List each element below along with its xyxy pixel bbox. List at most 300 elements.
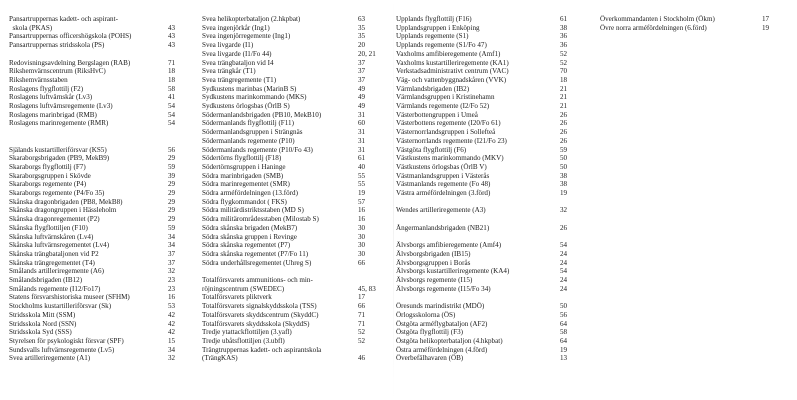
index-entry-page: 63 <box>358 15 366 23</box>
index-entry-title: Verkstadsadministrativt centrum (VAC) <box>396 67 509 76</box>
index-entry-title: Väg- och vattenbyggnadskåren (VVK) <box>396 75 507 84</box>
index-entry-title: Roslagens marinbrigad (RMB) <box>9 110 97 119</box>
index-entry-page: 29 <box>168 197 176 206</box>
index-entry <box>396 32 588 41</box>
index-entry-page: 55 <box>358 171 366 180</box>
index-entry <box>396 41 588 50</box>
index-entry-title: Upplands regemente (S1/Fo 47) <box>396 41 487 50</box>
index-entry-title: Upplandsgruppen i Enköping <box>396 23 480 32</box>
index-entry-page: 37 <box>358 58 366 67</box>
index-entry-page: 37 <box>168 249 176 258</box>
index-entry <box>9 302 196 311</box>
index-entry-title: Statens försvarshistoriska museer (SFHM) <box>9 293 130 302</box>
index-entry-title: Södra underhållsregementet (Uhreg S) <box>202 258 312 267</box>
index-entry-title: Västernorrlandsgruppen i Sollefteå <box>396 128 496 137</box>
book-gutter <box>393 0 394 400</box>
index-entry-page: 18 <box>560 75 568 84</box>
index-entry <box>9 67 196 76</box>
index-entry <box>202 180 386 189</box>
index-entry <box>202 102 386 111</box>
index-entry <box>202 354 386 363</box>
index-entry <box>396 328 588 337</box>
index-entry-page: 20, 21 <box>358 49 376 58</box>
index-entry-page: 13 <box>560 354 568 363</box>
index-entry-title: (TrängKAS) <box>202 354 238 363</box>
index-entry-page: 39 <box>168 171 176 180</box>
index-entry-page: 52 <box>358 337 366 345</box>
index-entry <box>9 328 196 337</box>
index-entry <box>202 224 386 233</box>
index-entry-title: Södermanlands flygflottilj (F11) <box>202 119 294 128</box>
index-column-2 <box>202 15 386 363</box>
index-entry <box>202 250 386 259</box>
index-entry-title: Svea trängbataljon vid I4 <box>202 58 274 67</box>
index-entry-title: Sydkustens marinkommando (MKS) <box>202 93 307 102</box>
index-entry <box>396 276 588 285</box>
index-entry-page <box>168 15 196 24</box>
index-entry-page: 53 <box>168 302 176 311</box>
index-entry-page: 49 <box>358 93 366 102</box>
index-entry-page: 29 <box>168 215 176 224</box>
index-entry-page: 54 <box>168 102 176 111</box>
index-entry <box>9 311 196 320</box>
index-entry <box>202 119 386 128</box>
index-entry-page: 32 <box>168 354 176 363</box>
index-entry-title: skola (PKAS) <box>9 23 53 32</box>
index-entry-page: 16 <box>358 215 366 224</box>
index-entry-page: 21 <box>560 93 568 102</box>
index-entry-page: 52 <box>560 49 568 58</box>
index-entry <box>396 189 588 198</box>
index-entry-title: röjningscentrum (SWEDEC) <box>202 284 285 293</box>
index-entry-title: Västkustens örlogsbas (ÖrlB V) <box>396 162 487 171</box>
index-spacer <box>9 50 196 59</box>
index-entry-title: Östgöta helikopterbataljon (4.hkpbat) <box>396 336 503 345</box>
index-entry <box>9 224 196 233</box>
index-entry-title: Svea helikopterbataljon (2.hkpbat) <box>202 15 301 23</box>
index-entry-page: 37 <box>358 67 366 76</box>
index-entry-page: 19 <box>560 189 568 198</box>
index-entry-title: Västkustens marinkommando (MKV) <box>396 154 504 163</box>
index-entry <box>396 172 588 181</box>
index-entry <box>9 24 196 33</box>
index-entry <box>396 93 588 102</box>
index-entry <box>9 233 196 242</box>
index-entry-title: Stockholms kustartilleriförsvar (Sk) <box>9 302 112 311</box>
index-entry <box>396 154 588 163</box>
index-entry <box>396 76 588 85</box>
index-entry <box>396 24 588 33</box>
index-entry <box>202 302 386 311</box>
index-entry-title: Södra militärdistriktsstaben (MD S) <box>202 206 304 215</box>
index-entry-page: 30 <box>358 241 366 250</box>
index-entry <box>396 180 588 189</box>
index-entry-title: Totalförsvarets skyddsskola (SkyddS) <box>202 319 310 328</box>
index-entry-page: 24 <box>560 249 568 258</box>
index-entry-page: 71 <box>358 310 366 319</box>
index-entry-title: Själands kustartilleriförsvar (KS5) <box>9 145 107 154</box>
index-entry-title: Pansartruppernas stridsskola (PS) <box>9 41 105 50</box>
index-entry-title: Stridsskola Mitt (SSM) <box>9 310 76 319</box>
index-entry <box>9 267 196 276</box>
index-entry-title: Svea trängkår (T1) <box>202 67 256 76</box>
index-entry-title: Södra skånska gruppen i Revinge <box>202 232 297 241</box>
index-entry-page: 29 <box>168 206 176 215</box>
index-entry <box>9 154 196 163</box>
index-entry <box>9 198 196 207</box>
index-entry-title: Västmanlandsgruppen i Västerås <box>396 171 490 180</box>
index-entry-page: 59 <box>168 223 176 232</box>
index-entry-title: Södertörnsgruppen i Haninge <box>202 162 286 171</box>
index-entry <box>202 163 386 172</box>
index-entry-title: Sydkustens örlogsbas (ÖrlB S) <box>202 102 290 111</box>
index-entry <box>202 285 386 294</box>
index-spacer <box>202 267 386 276</box>
index-entry-title: Stridsskola Syd (SSS) <box>9 328 72 337</box>
index-entry-page: 26 <box>560 223 568 232</box>
index-entry-title: Skaraborgsbrigaden (PB9, MekB9) <box>9 154 110 163</box>
index-entry <box>202 189 386 198</box>
index-entry <box>202 328 386 337</box>
index-entry <box>9 259 196 268</box>
index-entry-title: Västerbottens regemente (I20/Fo 61) <box>396 119 501 128</box>
index-entry-title: Pansartruppernas kadett- och aspirant- <box>9 15 118 23</box>
index-entry-page: 18 <box>168 75 176 84</box>
index-entry <box>396 285 588 294</box>
index-entry-title: Svea livgarde (I1) <box>202 41 254 50</box>
index-entry-title: Pansartruppernas officershögskola (POHS) <box>9 32 132 41</box>
index-entry-page: 54 <box>560 241 568 250</box>
index-entry <box>396 250 588 259</box>
index-entry-page: 59 <box>168 162 176 171</box>
index-entry-page: 58 <box>560 328 568 337</box>
index-spacer <box>396 198 588 207</box>
index-entry-page: 26 <box>560 128 568 137</box>
index-entry-title: Älvsborgs regemente (I15) <box>396 276 473 285</box>
index-entry-page: 52 <box>358 328 366 337</box>
index-entry-page: 42 <box>168 319 176 328</box>
index-entry <box>396 259 588 268</box>
index-entry-page: 17 <box>762 15 770 23</box>
index-entry-title: Svea ingenjörregemente (Ing1) <box>202 32 291 41</box>
index-entry-title: Värmlandsgruppen i Kristinehamn <box>396 93 495 102</box>
index-entry-page: 31 <box>358 110 366 119</box>
index-entry-page: 23 <box>168 284 176 293</box>
index-entry-page: 52 <box>560 58 568 67</box>
index-entry <box>202 67 386 76</box>
index-entry-page: 30 <box>358 249 366 258</box>
index-entry-page: 19 <box>560 345 568 354</box>
index-entry <box>9 285 196 294</box>
index-entry <box>396 224 588 233</box>
index-entry <box>202 233 386 242</box>
index-entry-title: Älvsborgs kustartilleriregemente (KA4) <box>396 267 510 276</box>
index-entry-page: 19 <box>762 23 770 32</box>
index-entry-page: 30 <box>358 223 366 232</box>
index-entry-page: 54 <box>168 110 176 119</box>
index-entry-page: 38 <box>560 180 568 189</box>
index-spacer <box>396 233 588 242</box>
index-entry-page: 43 <box>168 32 176 41</box>
index-entry-page: 20 <box>358 41 366 50</box>
index-entry <box>396 311 588 320</box>
index-entry-title: Skaraborgsgruppen i Skövde <box>9 171 91 180</box>
index-entry <box>202 311 386 320</box>
index-entry-title: Totalförsvarets pliktverk <box>202 293 272 302</box>
index-entry <box>202 15 386 24</box>
index-entry <box>202 259 386 268</box>
index-entry-title: Skånska flygflottiljen (F10) <box>9 223 88 232</box>
index-entry-page: 70 <box>560 67 568 76</box>
index-entry-title: Styrelsen för psykologiskt försvar (SPF) <box>9 336 124 345</box>
index-entry-title: Skånska luftvärnskåren (Lv4) <box>9 232 94 241</box>
index-entry-page: 19 <box>358 189 366 198</box>
index-entry-title: Skånska trängbataljonen vid P2 <box>9 249 99 258</box>
index-entry-page: 24 <box>560 258 568 267</box>
index-entry-title: Svea livgarde (I1/Fo 44) <box>202 49 272 58</box>
index-entry-title: Skaraborgs flygflottilj (F7) <box>9 162 86 171</box>
index-entry <box>9 32 196 41</box>
index-entry-page: 66 <box>358 258 366 267</box>
index-entry-page: 21 <box>560 84 568 93</box>
index-entry <box>396 102 588 111</box>
index-entry-title: Totalförsvarets skyddscentrum (SkyddC) <box>202 310 319 319</box>
index-entry-title: Södra skånska regementet (P7/Fo 11) <box>202 249 309 258</box>
index-entry-page: 34 <box>168 241 176 250</box>
index-entry-page: 38 <box>560 171 568 180</box>
index-entry-title: Smålands artilleriregemente (A6) <box>9 267 104 276</box>
index-entry-title: Redovisningsavdelning Bergslagen (RAB) <box>9 58 131 67</box>
index-entry <box>396 302 588 311</box>
index-column-4 <box>600 15 790 32</box>
index-entry <box>202 346 386 355</box>
index-entry <box>396 67 588 76</box>
index-entry-title: Södra arméfördelningen (13.förd) <box>202 189 298 198</box>
index-entry <box>9 320 196 329</box>
index-entry <box>202 76 386 85</box>
index-spacer <box>396 215 588 224</box>
index-entry-title: Västra arméfördelningen (3.förd) <box>396 189 491 198</box>
index-entry-page: 55 <box>358 180 366 189</box>
index-entry-title: Överbefälhavaren (ÖB) <box>396 354 464 363</box>
index-entry-title: Älvsborgsbrigaden (IB15) <box>396 249 471 258</box>
index-entry-page: 36 <box>560 41 568 50</box>
index-entry-page: 71 <box>358 319 366 328</box>
index-entry <box>396 128 588 137</box>
index-entry-title: Västernorrlands regemente (I21/Fo 23) <box>396 136 507 145</box>
index-entry <box>202 154 386 163</box>
index-entry <box>9 276 196 285</box>
index-entry <box>396 111 588 120</box>
index-entry-title: Södermanlands regemente (P10) <box>202 136 295 145</box>
index-entry <box>9 15 196 24</box>
index-entry-page: 18 <box>168 67 176 76</box>
index-entry <box>396 346 588 355</box>
index-entry-title: Skånska trängregementet (T4) <box>9 258 95 267</box>
index-entry <box>202 50 386 59</box>
index-entry-page: 35 <box>358 23 366 32</box>
index-entry <box>202 293 386 302</box>
index-entry-page: 17 <box>358 293 366 302</box>
index-entry-page: 32 <box>168 267 176 276</box>
index-entry <box>600 24 790 33</box>
index-entry <box>202 241 386 250</box>
index-entry-title: Ångermanlandsbrigaden (NB21) <box>396 223 490 232</box>
index-entry <box>9 85 196 94</box>
index-entry <box>202 32 386 41</box>
index-entry <box>202 206 386 215</box>
index-entry-page: 16 <box>358 206 366 215</box>
index-entry-title: Västmanlands regemente (Fo 48) <box>396 180 491 189</box>
index-spacer <box>396 293 588 302</box>
index-entry-page: 30 <box>358 232 366 241</box>
index-entry-title: Älvsborgs amfibieregemente (Amf4) <box>396 241 502 250</box>
index-entry-page: 50 <box>560 154 568 163</box>
index-entry <box>9 337 196 346</box>
index-entry-title: Södermanlandsgruppen i Strängnäs <box>202 128 303 137</box>
index-entry-title: Västerbottengruppen i Umeå <box>396 110 478 119</box>
index-entry <box>396 146 588 155</box>
index-entry-title: Smålandsbrigaden (IB12) <box>9 276 83 285</box>
index-entry <box>9 163 196 172</box>
index-entry-title: Överkommandanten i Stockholm (Ökm) <box>600 15 715 23</box>
index-entry-title: Södra marinregementet (SMR) <box>202 180 290 189</box>
index-entry <box>9 241 196 250</box>
index-entry <box>9 76 196 85</box>
index-entry-page: 45, 83 <box>358 284 376 293</box>
index-entry-title: Vaxholms amfibieregemente (Amf1) <box>396 49 501 58</box>
index-entry-title: Södra skånska regementet (P7) <box>202 241 291 250</box>
index-entry <box>396 85 588 94</box>
index-entry-page: 29 <box>168 154 176 163</box>
index-entry-page: 64 <box>560 336 568 345</box>
index-column-3 <box>396 15 588 363</box>
index-entry-title: Roslagens marinregemente (RMR) <box>9 119 109 128</box>
index-entry-title: Södermanlands regemente (P10/Fo 43) <box>202 145 313 154</box>
index-entry-title: Totalförsvarets ammunitions- och min- <box>202 276 313 285</box>
index-entry-title: Upplands regemente (S1) <box>396 32 469 41</box>
index-entry-page: 29 <box>168 180 176 189</box>
index-entry-page <box>358 276 386 285</box>
index-entry <box>396 59 588 68</box>
index-entry-page: 24 <box>560 276 568 285</box>
index-entry-page: 58 <box>168 84 176 93</box>
index-entry <box>9 180 196 189</box>
index-entry-page: 29 <box>168 189 176 198</box>
index-entry-page: 49 <box>358 84 366 93</box>
index-entry-title: Skånska dragonregementet (P2) <box>9 215 100 224</box>
index-entry-page: 46 <box>358 354 366 363</box>
index-entry-title: Tredje ubåtsflottiljen (3.ubfl) <box>202 337 285 345</box>
index-entry-title: Skaraborgs regemente (P4) <box>9 180 87 189</box>
index-entry-title: Totalförsvarets signalskyddsskola (TSS) <box>202 302 317 311</box>
index-entry-title: Roslagens luftvärnskår (Lv3) <box>9 93 93 102</box>
index-entry-page: 43 <box>168 41 176 50</box>
index-entry-title: Älvsborgsgruppen i Borås <box>396 258 471 267</box>
index-entry-title: Övre norra arméfördelningen (6.förd) <box>600 23 707 32</box>
index-entry <box>202 172 386 181</box>
index-entry-title: Södra marinbrigaden (SMB) <box>202 171 284 180</box>
index-entry-page: 54 <box>168 119 176 128</box>
index-entry <box>396 206 588 215</box>
index-entry-title: Östra arméfördelningen (4.förd) <box>396 345 488 354</box>
index-entry <box>396 337 588 346</box>
index-entry-page: 66 <box>358 302 366 311</box>
index-entry-title: Trängtruppernas kadett- och aspirantskola <box>202 345 322 354</box>
index-entry-page: 42 <box>168 310 176 319</box>
index-entry <box>9 250 196 259</box>
index-entry-page: 36 <box>560 32 568 41</box>
index-entry-page: 43 <box>168 23 176 32</box>
index-entry <box>9 206 196 215</box>
index-entry-title: Roslagens luftvärnsregemente (Lv3) <box>9 102 113 111</box>
index-entry-page: 16 <box>168 293 176 302</box>
index-entry-page: 57 <box>358 197 366 206</box>
index-entry <box>396 137 588 146</box>
index-entry <box>202 93 386 102</box>
index-entry-title: Sydkustens marinbas (MarinB S) <box>202 84 297 93</box>
index-column-1 <box>9 15 196 363</box>
index-entry <box>9 41 196 50</box>
index-entry <box>396 50 588 59</box>
index-entry-page: 31 <box>358 145 366 154</box>
index-entry <box>396 320 588 329</box>
index-entry-page: 34 <box>168 345 176 354</box>
index-entry <box>9 111 196 120</box>
index-entry-title: Smålands regemente (I12/Fo17) <box>9 284 101 293</box>
index-entry-title: Sundsvalls luftvärnsregemente (Lv5) <box>9 345 115 354</box>
index-entry <box>202 59 386 68</box>
index-entry-page: 56 <box>168 145 176 154</box>
index-entry <box>396 354 588 363</box>
index-entry <box>202 337 386 346</box>
index-entry <box>396 267 588 276</box>
index-entry <box>396 163 588 172</box>
index-entry <box>9 59 196 68</box>
index-entry-page: 32 <box>560 206 568 215</box>
index-entry-page: 24 <box>560 284 568 293</box>
index-entry <box>9 93 196 102</box>
index-entry-title: Skånska dragongruppen i Hässleholm <box>9 206 117 215</box>
index-entry-page: 31 <box>358 136 366 145</box>
index-entry-page: 15 <box>168 336 176 345</box>
index-entry-title: Östgöta flygflottilj (F3) <box>396 328 463 337</box>
index-entry-page: 61 <box>560 15 568 23</box>
index-entry-title: Södertörns flygflottilj (F18) <box>202 154 282 163</box>
index-entry <box>202 146 386 155</box>
index-entry-page: 71 <box>168 58 176 67</box>
index-entry-page: 50 <box>560 162 568 171</box>
index-entry-page: 41 <box>168 93 176 102</box>
index-entry-page: 26 <box>560 110 568 119</box>
index-entry <box>600 15 790 24</box>
index-entry-title: Värmlands regemente (I2/Fo 52) <box>396 102 490 111</box>
index-entry <box>202 128 386 137</box>
index-entry-title: Rikshemvärnscentrum (RiksHvC) <box>9 67 106 76</box>
index-entry <box>202 41 386 50</box>
index-entry-page: 49 <box>358 102 366 111</box>
index-entry <box>9 189 196 198</box>
index-entry-page: 56 <box>560 310 568 319</box>
index-entry-page: 31 <box>358 128 366 137</box>
index-entry <box>202 215 386 224</box>
index-entry-title: Södra skånska brigaden (MekB7) <box>202 223 298 232</box>
index-entry-page: 42 <box>168 328 176 337</box>
index-entry <box>202 198 386 207</box>
index-entry-page: 38 <box>560 23 568 32</box>
index-entry-title: Svea artilleriregemente (A1) <box>9 354 91 363</box>
index-entry-page: 35 <box>358 32 366 41</box>
